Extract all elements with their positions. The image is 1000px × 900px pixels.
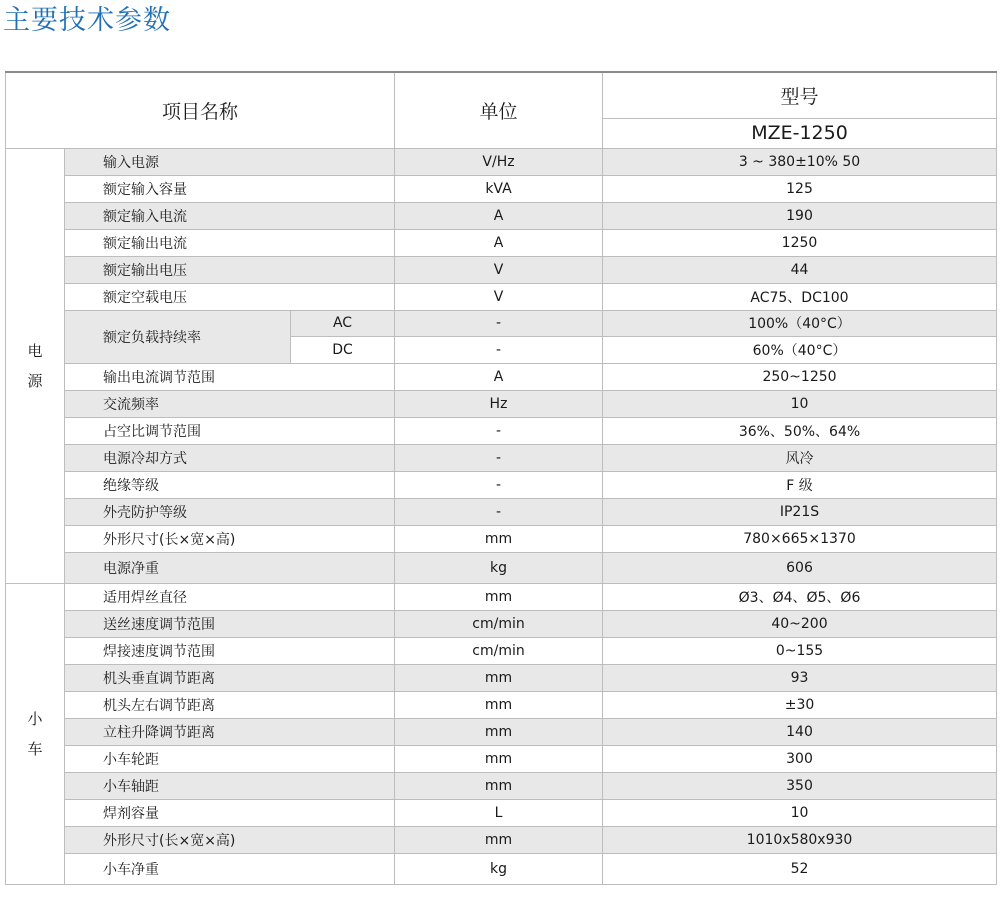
item-value: 1010x580x930 — [603, 826, 997, 853]
item-unit: mm — [395, 691, 603, 718]
item-value: 125 — [603, 175, 997, 202]
table-row — [6, 718, 997, 745]
spec-table — [5, 71, 997, 885]
item-name: 机头左右调节距离 — [65, 691, 395, 718]
item-value: 350 — [603, 772, 997, 799]
item-unit: V — [395, 283, 603, 310]
item-unit: cm/min — [395, 637, 603, 664]
item-value: 140 — [603, 718, 997, 745]
item-unit: - — [395, 471, 603, 498]
item-value: 10 — [603, 799, 997, 826]
item-unit: mm — [395, 718, 603, 745]
header-model-value: MZE-1250 — [603, 118, 997, 148]
item-value: 250~1250 — [603, 363, 997, 390]
item-value: 93 — [603, 664, 997, 691]
item-value: ±30 — [603, 691, 997, 718]
item-name: 适用焊丝直径 — [65, 583, 395, 610]
item-name: 额定输入电流 — [65, 202, 395, 229]
item-name: 送丝速度调节范围 — [65, 610, 395, 637]
item-value: 风冷 — [603, 444, 997, 471]
item-unit: kVA — [395, 175, 603, 202]
table-row — [6, 637, 997, 664]
item-name: 额定空载电压 — [65, 283, 395, 310]
table-row — [6, 444, 997, 471]
table-row — [6, 826, 997, 853]
item-unit: cm/min — [395, 610, 603, 637]
table-row — [6, 175, 997, 202]
item-unit: - — [395, 444, 603, 471]
table-row — [6, 552, 997, 583]
item-value: 36%、50%、64% — [603, 417, 997, 444]
item-name: 外形尺寸(长×宽×高) — [65, 826, 395, 853]
header-unit: 单位 — [395, 72, 603, 148]
group-label-top: 小 — [27, 709, 43, 728]
item-unit: - — [395, 498, 603, 525]
item-value: 44 — [603, 256, 997, 283]
item-unit: mm — [395, 583, 603, 610]
item-name: 小车轮距 — [65, 745, 395, 772]
table-row — [6, 583, 997, 610]
sub-item-label: DC — [291, 336, 395, 363]
item-value: 190 — [603, 202, 997, 229]
item-name: 输出电流调节范围 — [65, 363, 395, 390]
item-unit: - — [395, 417, 603, 444]
item-value: F 级 — [603, 471, 997, 498]
item-value: 60%（40°C） — [603, 336, 997, 363]
item-name: 焊接速度调节范围 — [65, 637, 395, 664]
table-row — [6, 664, 997, 691]
item-name: 额定负载持续率 — [65, 310, 291, 363]
item-unit: Hz — [395, 390, 603, 417]
table-row — [6, 610, 997, 637]
item-value: 300 — [603, 745, 997, 772]
page-title: 主要技术参数 — [3, 5, 171, 36]
item-value: 0~155 — [603, 637, 997, 664]
item-name: 占空比调节范围 — [65, 417, 395, 444]
table-row — [6, 202, 997, 229]
item-name: 小车轴距 — [65, 772, 395, 799]
table-row — [6, 745, 997, 772]
item-unit: mm — [395, 525, 603, 552]
item-unit: L — [395, 799, 603, 826]
item-name: 外壳防护等级 — [65, 498, 395, 525]
item-value: 100%（40°C） — [603, 310, 997, 336]
item-unit: kg — [395, 853, 603, 884]
item-name: 交流频率 — [65, 390, 395, 417]
item-unit: V/Hz — [395, 148, 603, 175]
table-row — [6, 498, 997, 525]
item-name: 电源冷却方式 — [65, 444, 395, 471]
sub-item-label: AC — [291, 310, 395, 336]
group-label — [6, 148, 65, 583]
table-row — [6, 525, 997, 552]
group-label-bottom: 源 — [27, 371, 43, 390]
item-unit: - — [395, 310, 603, 336]
table-row — [6, 853, 997, 884]
item-value: 780×665×1370 — [603, 525, 997, 552]
table-row — [6, 256, 997, 283]
item-value: Ø3、Ø4、Ø5、Ø6 — [603, 583, 997, 610]
item-unit: A — [395, 229, 603, 256]
item-value: 52 — [603, 853, 997, 884]
item-value: 40~200 — [603, 610, 997, 637]
item-name: 绝缘等级 — [65, 471, 395, 498]
table-row — [6, 471, 997, 498]
item-name: 外形尺寸(长×宽×高) — [65, 525, 395, 552]
table-row — [6, 417, 997, 444]
header-model-label: 型号 — [603, 72, 997, 118]
item-name: 小车净重 — [65, 853, 395, 884]
table-row — [6, 283, 997, 310]
item-name: 额定输出电流 — [65, 229, 395, 256]
table-row — [6, 691, 997, 718]
item-name: 额定输入容量 — [65, 175, 395, 202]
item-name: 额定输出电压 — [65, 256, 395, 283]
item-unit: mm — [395, 772, 603, 799]
item-unit: - — [395, 336, 603, 363]
item-unit: mm — [395, 745, 603, 772]
table-row — [6, 310, 997, 336]
table-row — [6, 363, 997, 390]
header-item: 项目名称 — [6, 72, 395, 148]
item-unit: A — [395, 202, 603, 229]
table-row — [6, 229, 997, 256]
table-row — [6, 772, 997, 799]
item-name: 焊剂容量 — [65, 799, 395, 826]
item-value: 3 ~ 380±10% 50 — [603, 148, 997, 175]
item-unit: mm — [395, 826, 603, 853]
item-value: IP21S — [603, 498, 997, 525]
item-name: 输入电源 — [65, 148, 395, 175]
table-row — [6, 799, 997, 826]
item-name: 机头垂直调节距离 — [65, 664, 395, 691]
item-name: 立柱升降调节距离 — [65, 718, 395, 745]
item-value: 10 — [603, 390, 997, 417]
group-label — [6, 583, 65, 884]
table-row — [6, 148, 997, 175]
item-unit: kg — [395, 552, 603, 583]
item-value: 606 — [603, 552, 997, 583]
item-value: AC75、DC100 — [603, 283, 997, 310]
item-value: 1250 — [603, 229, 997, 256]
item-unit: mm — [395, 664, 603, 691]
item-name: 电源净重 — [65, 552, 395, 583]
group-label-bottom: 车 — [27, 739, 43, 758]
item-unit: A — [395, 363, 603, 390]
group-label-top: 电 — [27, 341, 43, 360]
item-unit: V — [395, 256, 603, 283]
table-row — [6, 390, 997, 417]
